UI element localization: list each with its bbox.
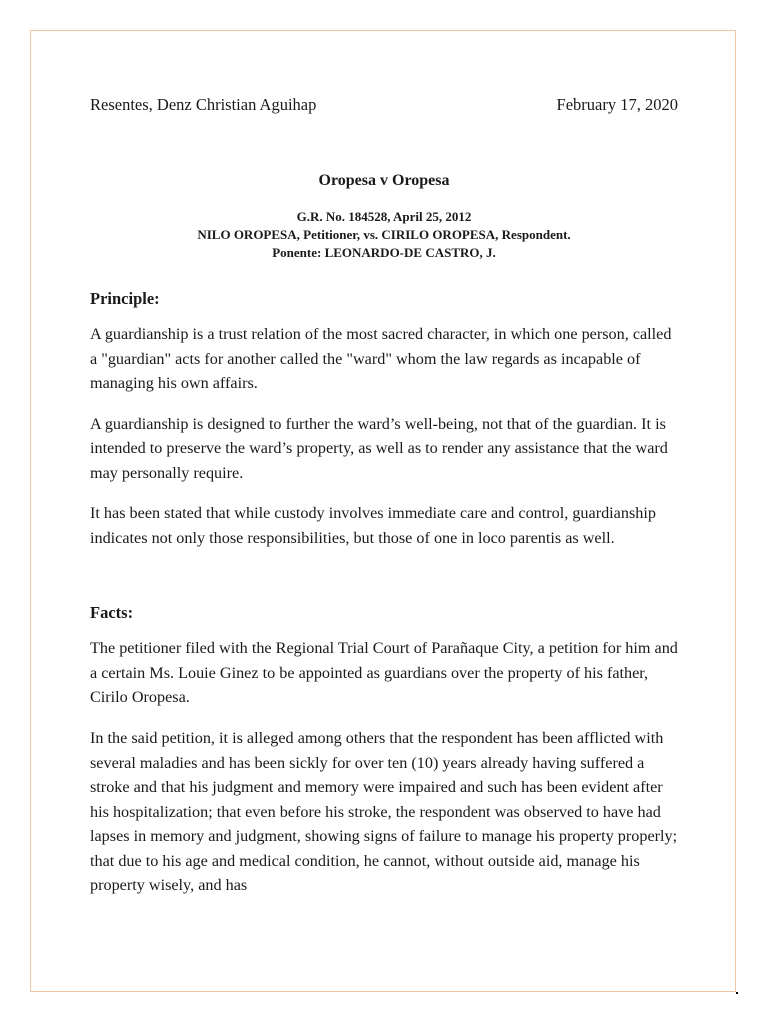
facts-heading: Facts: — [90, 603, 134, 623]
principle-paragraph: It has been stated that while custody involves immediate care and control, guardianship indicates not only those responsibilities, but those of one in loco parentis as well. — [90, 504, 656, 547]
case-parties-line: NILO OROPESA, Petitioner, vs. CIRILO OROPESA, Respondent. — [197, 227, 571, 242]
case-title: Oropesa v Oropesa — [318, 172, 450, 189]
facts-paragraph: In the said petition, it is alleged among others that the respondent has been afflicted with several maladies and has been sickly for over ten (10) years already having suffered a stroke and that his judgment and memory were impaired and such has been evident after his hospitalization; that even before his stroke, the respondent was observed to have had lapses in memory and judgment, showing signs of failure to manage his property properly; that due to his age and medical condition, he cannot, without outside aid, manage his property wisely, and has — [90, 729, 678, 895]
document-date: February 17, 2020 — [556, 95, 678, 114]
case-info — [90, 208, 678, 262]
page-corner-mark — [736, 992, 738, 994]
principle-paragraph: A guardianship is designed to further the ward’s well-being, not that of the guardian. It is intended to preserve the ward’s property, as well as to render any assistance that the ward may personally require. — [90, 414, 668, 482]
principle-heading: Principle: — [90, 289, 160, 308]
document-header — [90, 94, 678, 116]
document-content — [90, 94, 678, 914]
author-name: Resentes, Denz Christian Aguihap — [90, 95, 317, 114]
principle-paragraph: A guardianship is a trust relation of the most sacred character, in which one person, called a "guardian" acts for another called the "ward" whom the law regards as incapable of managing his own affairs. — [90, 325, 672, 392]
facts-paragraph: The petitioner filed with the Regional Trial Court of Parañaque City, a petition for him and a certain Ms. Louie Ginez to be appointed as guardians over the property of his father, Cirilo Oropesa. — [90, 639, 678, 707]
case-ponente-line: Ponente: LEONARDO-DE CASTRO, J. — [272, 245, 496, 260]
case-gr-line: G.R. No. 184528, April 25, 2012 — [296, 209, 472, 224]
